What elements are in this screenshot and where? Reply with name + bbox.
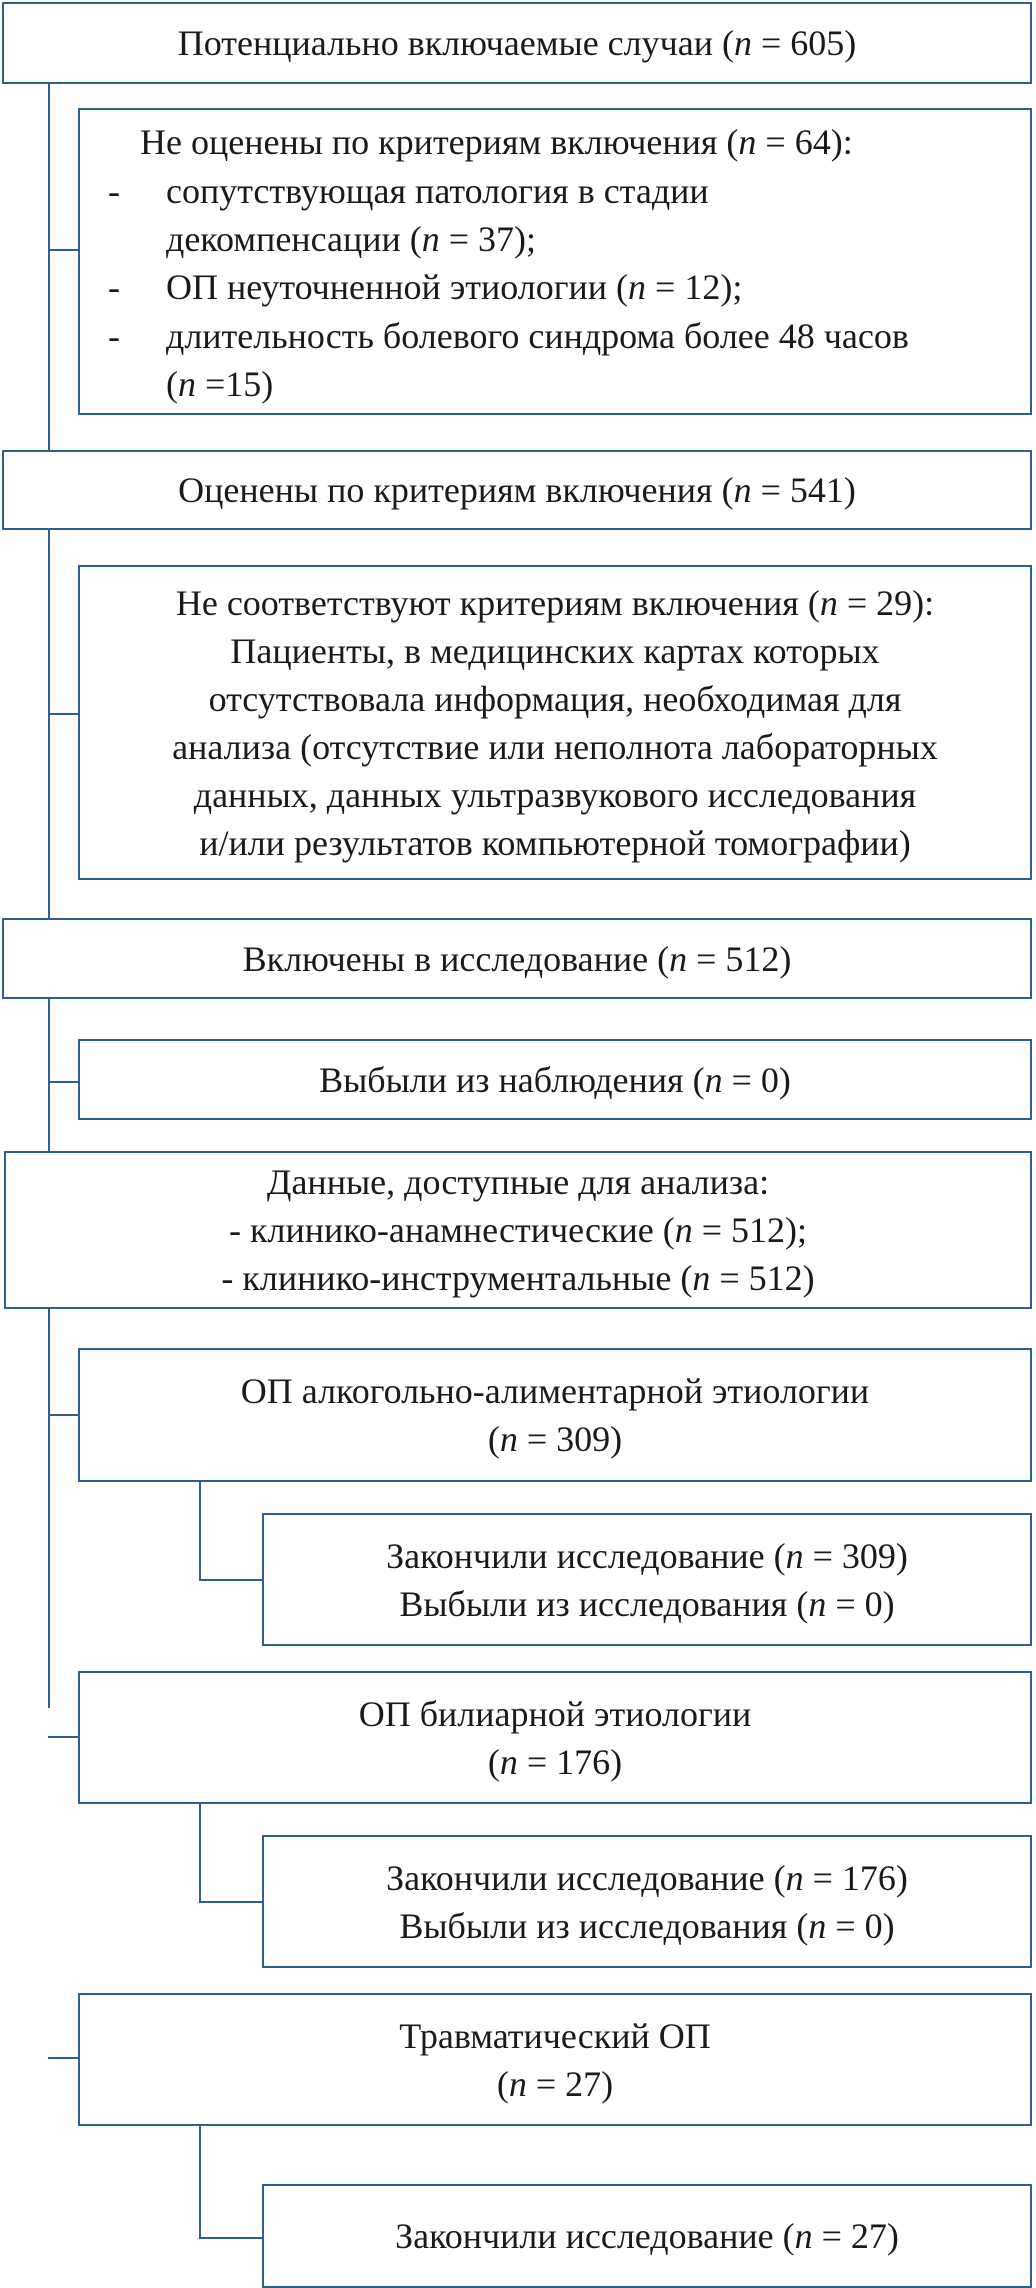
dropped-text: Выбыли из наблюдения (n = 0) — [319, 1059, 791, 1100]
alcoholic-sub-branch — [199, 1579, 262, 1581]
box-not-assessed — [78, 108, 1032, 415]
not-eligible-line-5: данных, данных ультразвукового исследования — [193, 774, 917, 815]
bullet-marker: - — [108, 316, 120, 356]
trauma-line-2: (n = 27) — [496, 2063, 614, 2104]
alcoholic-line-1: ОП алкогольно-алиментарной этиологии — [240, 1371, 870, 1411]
branch-alcoholic — [48, 1414, 78, 1416]
bullet-marker: - — [108, 267, 120, 307]
alcoholic-outcome-line-1: Закончили исследование (n = 309) — [386, 1535, 908, 1576]
branch-dropped — [48, 1081, 78, 1083]
alcoholic-line-2: (n = 309) — [487, 1419, 623, 1459]
box-dropped — [78, 1039, 1032, 1120]
not-assessed-heading: Не оценены по критериям включения (n = 64): — [140, 122, 853, 162]
box-not-eligible — [78, 565, 1032, 880]
box-biliary-etiology — [78, 1671, 1032, 1804]
not-eligible-line-4: анализа (отсутствие или неполнота лабораторных — [172, 726, 938, 767]
branch-not-eligible — [48, 713, 78, 715]
assessed-text: Оценены по критериям включения (n = 541) — [178, 470, 856, 510]
box-available-data — [4, 1151, 1032, 1309]
alcoholic-outcome-line-2: Выбыли из исследования (n = 0) — [399, 1583, 895, 1624]
biliary-outcome-line-1: Закончили исследование (n = 176) — [386, 1857, 908, 1898]
box-potential-cases — [2, 2, 1032, 84]
not-assessed-item-3-line2: (n =15) — [166, 364, 274, 404]
bullet-marker: - — [108, 171, 120, 211]
biliary-sub-branch — [199, 1901, 262, 1903]
alcoholic-sub-line — [199, 1482, 201, 1580]
biliary-sub-line — [199, 1804, 201, 1902]
trauma-outcome-text: Закончили исследование (n = 27) — [395, 2216, 899, 2256]
biliary-outcome-line-2: Выбыли из исследования (n = 0) — [399, 1905, 895, 1946]
biliary-line-1: ОП билиарной этиологии — [358, 1693, 752, 1734]
trauma-line-1: Травматический ОП — [399, 2015, 711, 2056]
branch-not-assessed — [48, 249, 78, 251]
not-eligible-line-6: и/или результатов компьютерной томографии) — [199, 822, 911, 863]
available-item-2: - клинико-инструментальные (n = 512) — [221, 1258, 815, 1298]
available-item-1: - клинико-анамнестические (n = 512); — [229, 1210, 807, 1250]
biliary-line-2: (n = 176) — [487, 1741, 623, 1782]
potential-text: Потенциально включаемые случаи (n = 605) — [177, 23, 857, 63]
branch-biliary — [48, 1736, 78, 1738]
included-text: Включены в исследование (n = 512) — [242, 938, 792, 979]
box-alcoholic-etiology — [78, 1348, 1032, 1482]
not-eligible-line-1: Не соответствуют критериям включения (n = 29): — [175, 582, 935, 623]
not-assessed-item-2-line1: ОП неуточненной этиологии (n = 12); — [166, 267, 743, 307]
box-assessed — [2, 450, 1032, 530]
box-biliary-outcome — [262, 1835, 1032, 1968]
available-heading: Данные, доступные для анализа: — [266, 1162, 770, 1202]
not-eligible-line-2: Пациенты, в медицинских картах которых — [230, 630, 880, 671]
not-assessed-item-3-line1: длительность болевого синдрома более 48 часов — [166, 316, 909, 356]
not-assessed-item-1-line1: сопутствующая патология в стадии — [166, 171, 709, 211]
box-included — [2, 918, 1032, 999]
box-trauma-outcome — [262, 2184, 1032, 2288]
trauma-sub-line — [199, 2126, 201, 2238]
branch-trauma — [48, 2057, 78, 2059]
not-assessed-item-1-line2: декомпенсации (n = 37); — [166, 219, 537, 259]
box-trauma — [78, 1993, 1032, 2126]
main-trunk-line — [48, 84, 50, 1708]
not-eligible-line-3: отсутствовала информация, необходимая для — [208, 678, 902, 719]
box-alcoholic-outcome — [262, 1513, 1032, 1646]
trauma-sub-branch — [199, 2237, 262, 2239]
